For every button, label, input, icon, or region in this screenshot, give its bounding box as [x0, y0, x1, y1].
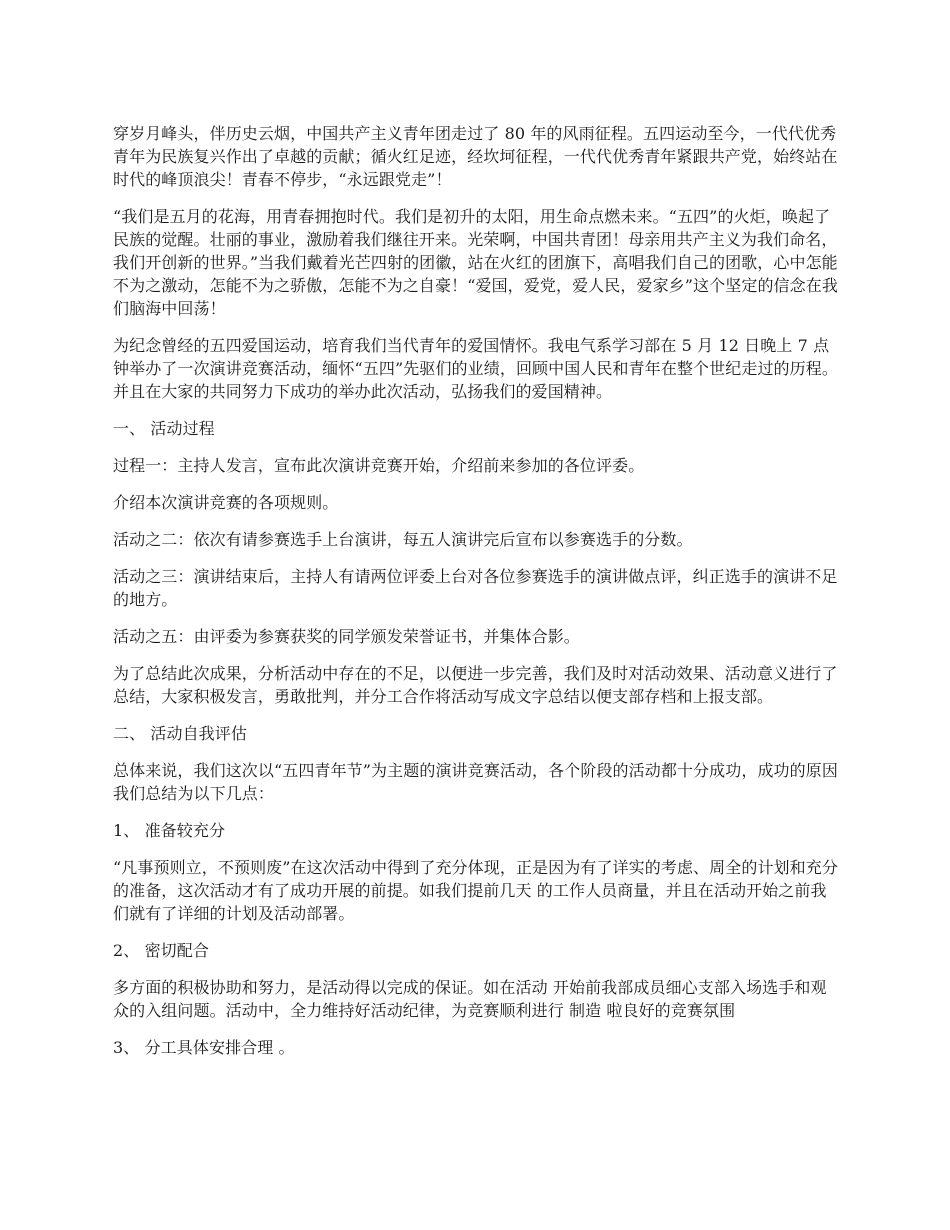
- point-heading-3: 3、 分工具体安排合理 。: [113, 1038, 295, 1057]
- intro-paragraph: 穿岁月峰头，伴历史云烟，中国共产主义青年团走过了 80 年的风雨征程。五四运动至今，一代代优秀青年为民族复兴作出了卓越的贡献；循火红足迹，经坎坷征程，一代代优秀青年紧跟共产党，始终站在时代的峰顶浪尖！青春不停步，“永远跟党走”！: [113, 124, 838, 189]
- process-rules: 介绍本次演讲竞赛的各项规则。: [113, 493, 339, 512]
- process-step-5: 活动之五：由评委为参赛获奖的同学颁发荣誉证书，并集体合影。: [113, 627, 580, 646]
- process-step-3: 活动之三：演讲结束后，主持人有请两位评委上台对各位参赛选手的演讲做点评，纠正选手的演讲不足的地方。: [113, 567, 838, 609]
- section-heading-evaluation: 二、 活动自我评估: [113, 724, 247, 743]
- section-heading-process: 一、 活动过程: [113, 419, 215, 438]
- point-heading-1: 1、 准备较充分: [113, 821, 226, 840]
- poem-quote-paragraph: “我们是五月的花海，用青春拥抱时代。我们是初升的太阳，用生命点燃未来。“五四”的火炬，唤起了民族的觉醒。壮丽的事业，激励着我们继往开来。光荣啊，中国共青团！母亲用共产主义为我们命名，我们开创新的世界。”当我们戴着光芒四射的团徽，站在火红的团旗下，高唱我们自己的团歌，心中怎能不为之激动，怎能不为之骄傲，怎能不为之自豪！“爱国，爱党，爱人民，爱家乡”这个坚定的信念在我们脑海中回荡！: [113, 207, 838, 318]
- summary-paragraph: 为了总结此次成果，分析活动中存在的不足，以便进一步完善，我们及时对活动效果、活动意义进行了总结，大家积极发言，勇敢批判，并分工合作将活动写成文字总结以便支部存档和上报支部。: [113, 664, 838, 706]
- process-step-1: 过程一：主持人发言，宣布此次演讲竞赛开始，介绍前来参加的各位评委。: [113, 456, 645, 475]
- point-2-paragraph: 多方面的积极协助和努力，是活动得以完成的保证。如在活动 开始前我部成员细心支部入场选手和观众的入组问题。活动中，全力维持好活动纪律，为竞赛顺利进行 制造 啦良好的竞赛氛围: [113, 978, 827, 1020]
- process-step-2: 活动之二：依次有请参赛选手上台演讲，每五人演讲完后宣布以参赛选手的分数。: [113, 530, 693, 549]
- point-heading-2: 2、 密切配合: [113, 941, 209, 960]
- document-page: [113, 122, 840, 1073]
- point-1-paragraph: “凡事预则立，不预则废”在这次活动中得到了充分体现，正是因为有了详实的考虑、周全的计划和充分的准备，这次活动才有了成功开展的前提。如我们提前几天 的工作人员商量，并且在活动开始之前我们就有了详细的计划及活动部署。: [113, 858, 838, 923]
- purpose-paragraph: 为纪念曾经的五四爱国运动，培育我们当代青年的爱国情怀。我电气系学习部在 5 月 12 日晚上 7 点钟举办了一次演讲竞赛活动，缅怀“五四”先驱们的业绩，回顾中国人民和青年在整个世纪走过的历程。并且在大家的共同努力下成功的举办此次活动，弘扬我们的爱国精神。: [113, 336, 838, 401]
- evaluation-intro: 总体来说，我们这次以“五四青年节”为主题的演讲竞赛活动，各个阶段的活动都十分成功，成功的原因我们总结为以下几点：: [113, 761, 838, 803]
